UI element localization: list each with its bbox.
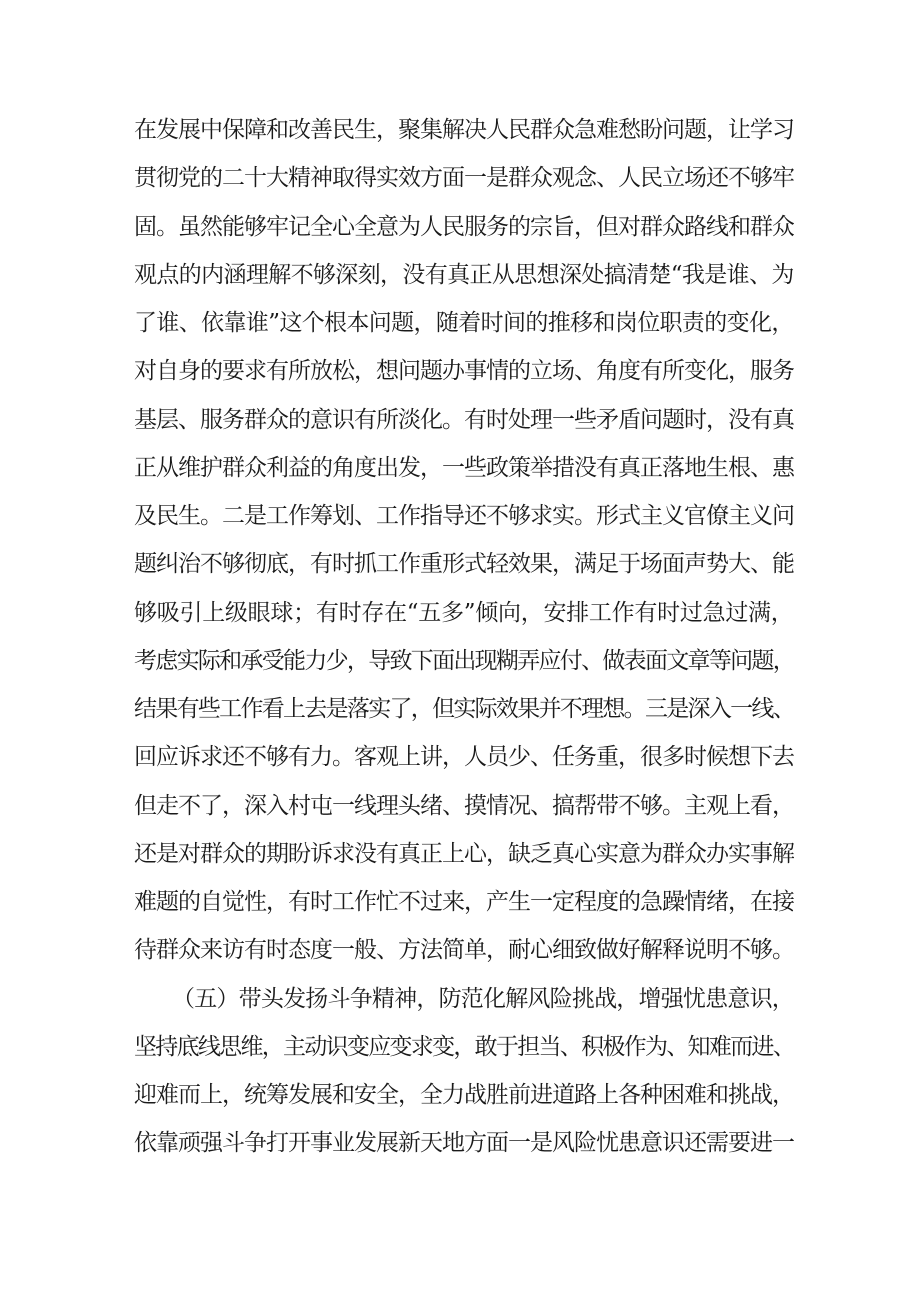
text-line: 观点的内涵理解不够深刻，没有真正从思想深处搞清楚“我是谁、为 [134,261,794,288]
text-line: 待群众来访有时态度一般、方法简单，耐心细致做好解释说明不够。 [134,937,794,964]
text-line: （五）带头发扬斗争精神，防范化解风险挑战，增强忧患意识， [172,985,794,1012]
text-line: 回应诉求还不够有力。客观上讲，人员少、任务重，很多时候想下去 [134,744,794,771]
text-line: 正从维护群众利益的角度出发，一些政策举措没有真正落地生根、惠 [134,454,794,481]
text-line: 还是对群众的期盼诉求没有真正上心，缺乏真心实意为群众办实事解 [134,840,794,867]
text-line: 够吸引上级眼球；有时存在“五多”倾向，安排工作有时过急过满， [134,599,794,626]
text-line: 对自身的要求有所放松，想问题办事情的立场、角度有所变化，服务 [134,358,794,385]
text-line: 了谁、依靠谁”这个根本问题，随着时间的推移和岗位职责的变化， [134,310,794,336]
text-line: 但走不了，深入村屯一线理头绪、摸情况、搞帮带不够。主观上看， [134,792,794,819]
text-line: 依靠顽强斗争打开事业发展新天地方面一是风险忧患意识还需要进一 [134,1130,794,1157]
text-line: 结果有些工作看上去是落实了，但实际效果并不理想。三是深入一线、 [134,696,794,722]
body-text [134,106,794,1168]
text-line: 题纠治不够彻底，有时抓工作重形式轻效果，满足于场面声势大、能 [134,551,794,578]
text-line: 在发展中保障和改善民生，聚集解决人民群众急难愁盼问题，让学习 [134,117,794,143]
text-line: 迎难而上，统筹发展和安全，全力战胜前进道路上各种困难和挑战， [134,1082,794,1108]
text-line: 坚持底线思维，主动识变应变求变，敢于担当、积极作为、知难而进、 [134,1033,794,1060]
paragraph-people-livelihood [134,106,794,975]
text-line: 基层、服务群众的意识有所淡化。有时处理一些矛盾问题时，没有真 [134,406,794,433]
text-line: 难题的自觉性，有时工作忙不过来，产生一定程度的急躁情绪，在接 [134,889,794,915]
paragraph-struggle-spirit [134,975,794,1168]
text-line: 固。虽然能够牢记全心全意为人民服务的宗旨，但对群众路线和群众 [134,213,794,240]
text-line: 考虑实际和承受能力少，导致下面出现糊弄应付、做表面文章等问题， [134,647,794,674]
text-line: 及民生。二是工作筹划、工作指导还不够求实。形式主义官僚主义问 [134,503,794,529]
text-line: 贯彻党的二十大精神取得实效方面一是群众观念、人民立场还不够牢 [134,165,794,192]
